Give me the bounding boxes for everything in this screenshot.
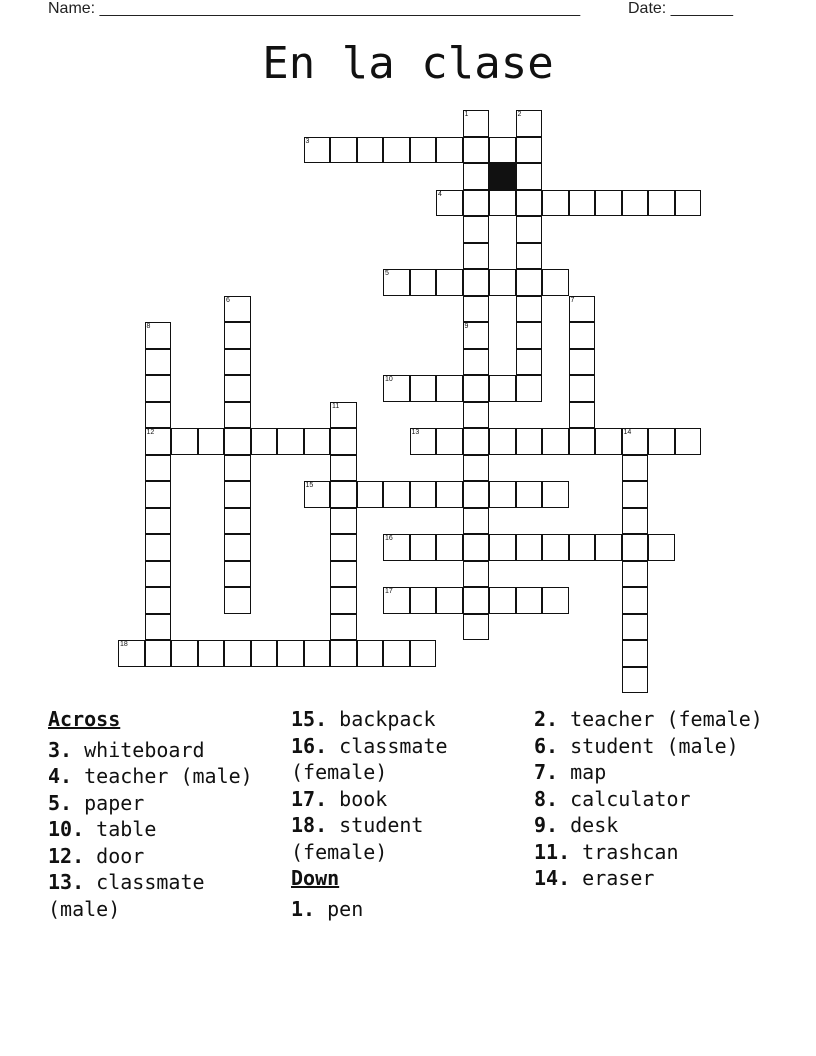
grid-cell[interactable] [463, 375, 490, 402]
grid-cell[interactable] [569, 349, 596, 376]
grid-cell[interactable] [463, 508, 490, 535]
clue-down-6: 6. student (male) [534, 733, 739, 758]
grid-cell[interactable] [542, 587, 569, 614]
cell-number: 15 [305, 482, 314, 489]
grid-cell[interactable] [330, 508, 357, 535]
grid-cell[interactable] [542, 269, 569, 296]
clue-down-1: 1. pen [291, 896, 364, 921]
grid-cell[interactable] [516, 428, 543, 455]
grid-cell[interactable] [410, 428, 437, 455]
grid-cell[interactable] [383, 269, 410, 296]
grid-cell[interactable] [304, 428, 331, 455]
grid-cell[interactable] [224, 561, 251, 588]
grid-cell[interactable] [463, 163, 490, 190]
grid-cell[interactable] [330, 455, 357, 482]
grid-cell[interactable] [569, 375, 596, 402]
grid-cell[interactable] [224, 508, 251, 535]
grid-cell[interactable] [595, 190, 622, 217]
grid-cell[interactable] [330, 640, 357, 667]
clue-across-15: 15. backpack [291, 707, 436, 731]
grid-cell[interactable] [330, 614, 357, 641]
grid-cell[interactable] [463, 614, 490, 641]
grid-cell[interactable] [436, 481, 463, 508]
grid-cell[interactable] [648, 534, 675, 561]
grid-cell[interactable] [436, 534, 463, 561]
grid-cell[interactable] [595, 428, 622, 455]
grid-cell[interactable] [463, 349, 490, 376]
grid-cell[interactable] [489, 587, 516, 614]
grid-cell[interactable] [463, 481, 490, 508]
grid-cell[interactable] [436, 428, 463, 455]
grid-cell[interactable] [569, 322, 596, 349]
grid-cell[interactable] [542, 534, 569, 561]
clue-down-2: 2. teacher (female) [534, 707, 763, 731]
grid-cell[interactable] [304, 137, 331, 164]
cell-number: 10 [385, 376, 393, 383]
grid-cell[interactable] [516, 349, 543, 376]
clue-down-11: 11. trashcan [534, 839, 679, 864]
grid-cell[interactable] [622, 534, 649, 561]
grid-cell[interactable] [330, 428, 357, 455]
grid-cell[interactable] [436, 587, 463, 614]
cell-number: 16 [385, 535, 393, 542]
grid-cell[interactable] [516, 137, 543, 164]
grid-cell[interactable] [224, 455, 251, 482]
clue-down-14: 14. eraser [534, 866, 655, 890]
grid-cell[interactable] [145, 614, 172, 641]
grid-cell[interactable] [410, 534, 437, 561]
grid-cell[interactable] [277, 640, 304, 667]
grid-cell[interactable] [118, 640, 145, 667]
grid-cell[interactable] [383, 481, 410, 508]
grid-cell[interactable] [224, 322, 251, 349]
grid-cell[interactable] [145, 481, 172, 508]
grid-cell[interactable] [463, 428, 490, 455]
grid-cell[interactable] [224, 296, 251, 323]
grid-cell[interactable] [383, 587, 410, 614]
grid-cell[interactable] [463, 137, 490, 164]
grid-cell[interactable] [145, 375, 172, 402]
grid-cell[interactable] [330, 402, 357, 429]
grid-cell[interactable] [648, 190, 675, 217]
grid-cell[interactable] [516, 322, 543, 349]
grid-cell[interactable] [463, 269, 490, 296]
grid-cell[interactable] [516, 216, 543, 243]
grid-cell[interactable] [648, 428, 675, 455]
grid-cell[interactable] [622, 428, 649, 455]
cell-number: 9 [464, 323, 469, 330]
cell-number: 1 [464, 111, 469, 118]
grid-cell[interactable] [516, 375, 543, 402]
cell-number: 7 [570, 296, 575, 304]
cell-number: 3 [305, 137, 310, 145]
cell-number: 17 [385, 588, 393, 595]
grid-cell[interactable] [463, 243, 490, 270]
grid-cell[interactable] [145, 428, 172, 455]
grid-cell[interactable] [410, 375, 437, 402]
grid-cell[interactable] [516, 587, 543, 614]
grid-cell[interactable] [145, 587, 172, 614]
grid-cell[interactable] [330, 561, 357, 588]
grid-cell[interactable] [251, 428, 278, 455]
grid-cell[interactable] [383, 375, 410, 402]
grid-cell[interactable] [516, 481, 543, 508]
clue-across-18: 18. student (female) [291, 813, 424, 864]
clues-column-3 [534, 706, 770, 892]
grid-cell[interactable] [622, 640, 649, 667]
grid-cell[interactable] [569, 428, 596, 455]
grid-cell[interactable] [675, 190, 702, 217]
grid-cell[interactable] [198, 640, 225, 667]
grid-cell[interactable] [357, 481, 384, 508]
grid-cell[interactable] [489, 481, 516, 508]
grid-cell[interactable] [224, 481, 251, 508]
cell-number: 11 [332, 402, 340, 410]
grid-cell[interactable] [622, 455, 649, 482]
cell-number: 13 [411, 429, 420, 436]
grid-cell[interactable] [383, 640, 410, 667]
grid-cell[interactable] [224, 402, 251, 429]
grid-cell[interactable] [463, 322, 490, 349]
grid-cell[interactable] [145, 534, 172, 561]
grid-cell[interactable] [516, 296, 543, 323]
clue-down-7: 7. map [534, 760, 607, 784]
grid-cell[interactable] [145, 322, 172, 349]
grid-cell[interactable] [489, 375, 516, 402]
grid-cell[interactable] [383, 137, 410, 164]
grid-cell[interactable] [516, 534, 543, 561]
grid-cell[interactable] [463, 455, 490, 482]
grid-cell[interactable] [595, 534, 622, 561]
grid-cell[interactable] [410, 587, 437, 614]
grid-cell[interactable] [224, 587, 251, 614]
black-square [489, 163, 516, 190]
clues-column-1 [48, 706, 284, 922]
clues-column-2 [291, 706, 527, 922]
grid-cell[interactable] [357, 640, 384, 667]
cell-number: 18 [120, 641, 128, 648]
grid-cell[interactable] [277, 428, 304, 455]
cell-number: 12 [146, 429, 155, 436]
grid-cell[interactable] [330, 481, 357, 508]
grid-cell[interactable] [516, 163, 543, 190]
grid-cell[interactable] [542, 190, 569, 217]
grid-cell[interactable] [145, 349, 172, 376]
page-title: En la clase [262, 38, 554, 89]
cell-number: 14 [623, 429, 632, 436]
grid-cell[interactable] [463, 402, 490, 429]
clue-across-4: 4. teacher (male) [48, 764, 253, 788]
cell-number: 2 [517, 111, 522, 118]
grid-cell[interactable] [516, 190, 543, 217]
grid-cell[interactable] [463, 110, 490, 137]
grid-cell[interactable] [489, 190, 516, 217]
grid-cell[interactable] [463, 561, 490, 588]
grid-cell[interactable] [489, 428, 516, 455]
grid-cell[interactable] [224, 534, 251, 561]
grid-cell[interactable] [304, 481, 331, 508]
grid-cell[interactable] [410, 481, 437, 508]
cell-number: 4 [438, 190, 442, 198]
grid-cell[interactable] [463, 534, 490, 561]
clue-across-17: 17. book [291, 786, 388, 811]
grid-cell[interactable] [489, 534, 516, 561]
grid-cell[interactable] [145, 402, 172, 429]
cell-number: 5 [385, 270, 389, 277]
grid-cell[interactable] [463, 216, 490, 243]
grid-cell[interactable] [542, 428, 569, 455]
grid-cell[interactable] [198, 428, 225, 455]
grid-cell[interactable] [436, 269, 463, 296]
clue-across-5: 5. paper [48, 790, 145, 815]
grid-cell[interactable] [224, 349, 251, 376]
grid-cell[interactable] [622, 614, 649, 641]
grid-cell[interactable] [622, 561, 649, 588]
grid-cell[interactable] [304, 640, 331, 667]
grid-cell[interactable] [330, 534, 357, 561]
grid-cell[interactable] [436, 190, 463, 217]
grid-cell[interactable] [224, 640, 251, 667]
grid-cell[interactable] [171, 640, 198, 667]
clue-across-13: 13. classmate (male) [48, 870, 205, 921]
grid-cell[interactable] [622, 667, 649, 694]
grid-cell[interactable] [330, 137, 357, 164]
grid-cell[interactable] [516, 243, 543, 270]
across-heading: Across [48, 707, 121, 731]
grid-cell[interactable] [463, 190, 490, 217]
clue-across-3: 3. whiteboard [48, 737, 205, 762]
date-field-label: Date: _______ [628, 0, 733, 17]
clue-across-16: 16. classmate (female) [291, 733, 448, 784]
grid-cell[interactable] [569, 534, 596, 561]
grid-cell[interactable] [251, 640, 278, 667]
grid-cell[interactable] [622, 508, 649, 535]
grid-cell[interactable] [569, 190, 596, 217]
grid-cell[interactable] [224, 375, 251, 402]
grid-cell[interactable] [516, 269, 543, 296]
grid-cell[interactable] [516, 110, 543, 137]
grid-cell[interactable] [410, 640, 437, 667]
grid-cell[interactable] [145, 455, 172, 482]
grid-cell[interactable] [569, 402, 596, 429]
clue-down-8: 8. calculator [534, 786, 691, 811]
grid-cell[interactable] [145, 640, 172, 667]
grid-cell[interactable] [542, 481, 569, 508]
cell-number: 6 [226, 296, 230, 304]
grid-cell[interactable] [622, 190, 649, 217]
grid-cell[interactable] [145, 508, 172, 535]
grid-cell[interactable] [383, 534, 410, 561]
grid-cell[interactable] [489, 137, 516, 164]
grid-cell[interactable] [145, 561, 172, 588]
clue-across-10: 10. table [48, 817, 157, 841]
grid-cell[interactable] [410, 137, 437, 164]
grid-cell[interactable] [410, 269, 437, 296]
grid-cell[interactable] [436, 375, 463, 402]
grid-cell[interactable] [569, 296, 596, 323]
clue-across-12: 12. door [48, 843, 145, 868]
grid-cell[interactable] [357, 137, 384, 164]
grid-cell[interactable] [463, 587, 490, 614]
grid-cell[interactable] [463, 296, 490, 323]
grid-cell[interactable] [622, 587, 649, 614]
grid-cell[interactable] [330, 587, 357, 614]
down-heading: Down [291, 866, 340, 890]
grid-cell[interactable] [622, 481, 649, 508]
grid-cell[interactable] [171, 428, 198, 455]
cell-number: 8 [146, 323, 151, 330]
clue-down-9: 9. desk [534, 813, 619, 837]
grid-cell[interactable] [224, 428, 251, 455]
grid-cell[interactable] [489, 269, 516, 296]
grid-cell[interactable] [675, 428, 702, 455]
grid-cell[interactable] [436, 137, 463, 164]
name-field-label: Name: ______________________________________________________ [48, 0, 581, 17]
